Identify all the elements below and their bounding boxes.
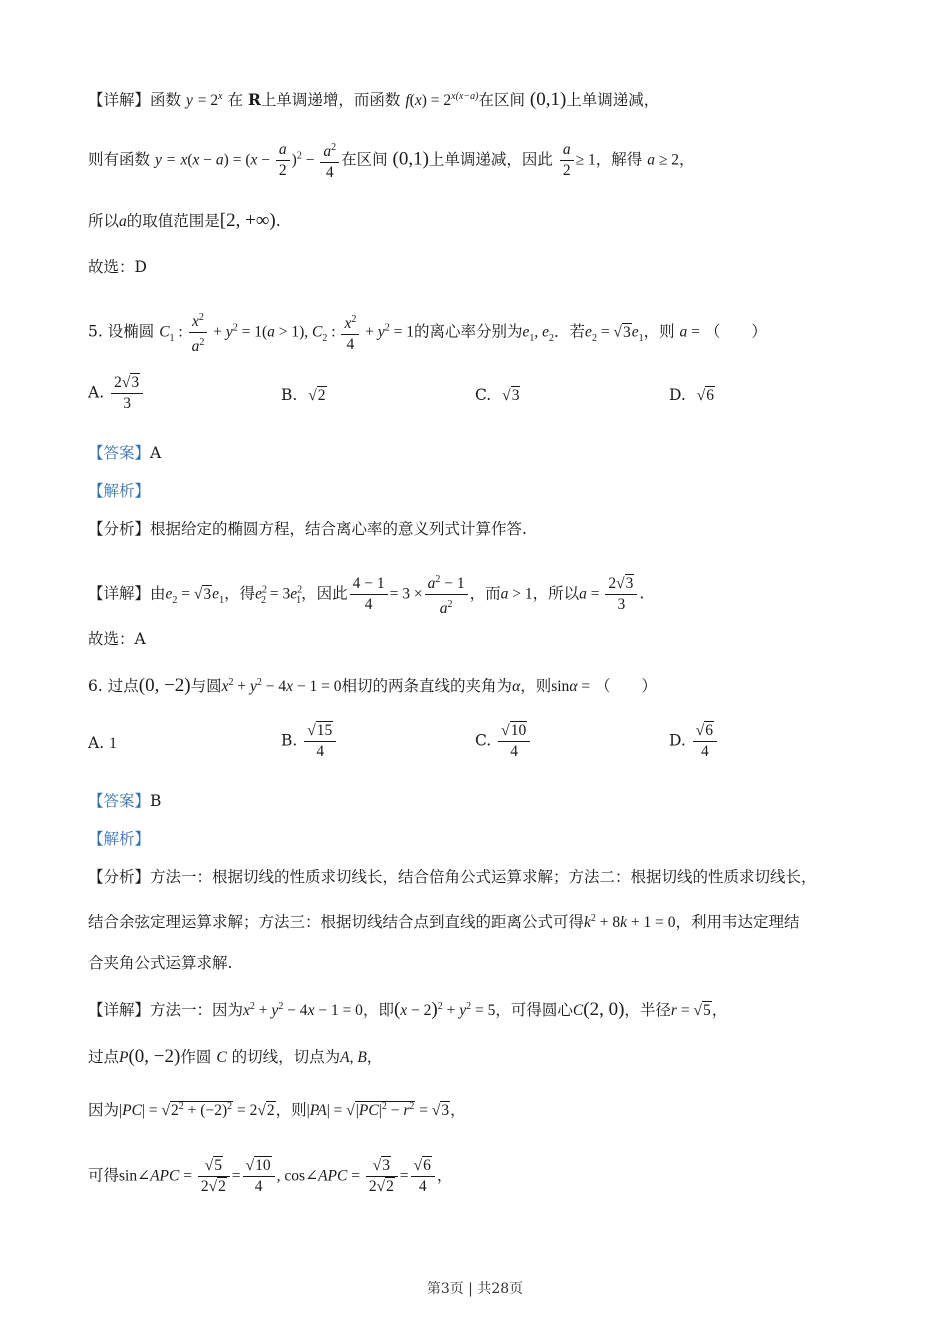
text: ，得	[224, 584, 256, 603]
q5-choose: 故选：A	[88, 630, 146, 648]
q6-stem: 6. 过点(0, −2)与圆$x^2 + y^2 - 4x - 1 = 0$相切的两条直线的夹角为α，则sinα = （ ）	[88, 675, 658, 697]
answer-value: B	[150, 792, 162, 810]
text: 作圆	[180, 1048, 212, 1066]
text: ，解得	[595, 150, 643, 169]
detail-label: 【详解】	[88, 91, 151, 110]
text: ，则	[520, 677, 552, 696]
text: .	[275, 212, 281, 230]
text: ，因此	[301, 584, 348, 603]
question-number: 6.	[88, 677, 103, 696]
text: 的取值范围是	[126, 212, 220, 230]
option-letter: D.	[669, 731, 686, 750]
q6-option-d[interactable]: D. $\frac{√6}{4}$	[669, 721, 719, 762]
answer-label: 【答案】	[88, 444, 151, 462]
text: 过点	[107, 677, 139, 696]
text: ，	[678, 150, 695, 169]
option-letter: A.	[88, 383, 105, 402]
q6-option-b[interactable]: B. $\frac{√15}{4}$	[281, 721, 338, 762]
page-footer: 第3页 | 共28页	[426, 1281, 524, 1297]
q4-detail-line-2: 则有函数 y = x(x − a) = (x − $\frac{a}{2}$ )$^2$ − $\frac{a^2}{4}$ 在区间 (0,1)上单调递减，因此 $\frac{a}{2}$ ≥ 1，解得 a ≥ 2，	[88, 138, 695, 183]
text: ，半径	[624, 1001, 671, 1020]
analysis-text: ，利用韦达定理结	[675, 913, 800, 932]
detail-label: 【详解】	[88, 584, 151, 603]
analysis-text: 方法一：根据切线的性质求切线长，结合倍角公式运算求解；方法二：根据切线的性质求切线长，	[150, 868, 817, 886]
text: 在区间	[341, 150, 388, 169]
text: ，可得圆心	[495, 1001, 573, 1020]
q5-option-c[interactable]: C. √3	[475, 386, 520, 404]
text: ．若	[554, 322, 586, 341]
analysis-text: 根据给定的椭圆方程，结合离心率的意义列式计算作答.	[150, 520, 527, 538]
text: ，	[450, 1101, 466, 1120]
text: 上单调递增，而函数	[260, 91, 401, 110]
q4-choose: 故选：D	[88, 258, 147, 276]
text: 则有函数	[88, 150, 151, 169]
q6-answer	[88, 790, 161, 812]
text: ，则	[275, 1101, 307, 1120]
q5-jiexi: 【解析】	[88, 482, 151, 500]
set-R: R	[248, 90, 261, 110]
analysis-label: 【分析】	[88, 520, 151, 538]
q5-option-a[interactable]: A. $\frac{2√3}{3}$	[88, 373, 145, 414]
q4-detail-line-1: 【详解】函数 $y = 2^x$ 在 R上单调递增，而函数 $f(x) = 2^{x(x-a)}$在区间 (0,1)上单调递减，	[88, 89, 660, 111]
q6-detail-line-2: 过点P(0, −2)作圆 C 的切线，切点为A, B，	[88, 1046, 383, 1067]
answer-value: A	[150, 444, 162, 462]
text: 方法一：因为	[150, 1001, 244, 1020]
q6-option-a[interactable]	[88, 734, 117, 753]
q6-analysis-line-2: 结合余弦定理运算求解；方法三：根据切线结合点到直线的距离公式可得$k^2 + 8k + 1 = 0$，利用韦达定理结	[88, 913, 800, 932]
q6-detail-line-3: 因为$|PC| = √2^2 + (-2)^2 = 2√2$，则$|PA| = √|PC|^2 - r^2 = √3$，	[88, 1101, 466, 1120]
text: 函数	[150, 91, 182, 110]
text: ，所以	[532, 584, 580, 603]
q5-detail: 【详解】由$e_2 = √3e_1$，得$e^2_2 = 3e^2_1$，因此 $\frac{4 - 1}{4}$ = 3 × $\frac{a^2 - 1}{a^2}$ ，而a > 1，所以a = $\frac{2√3}{3}$ .	[88, 570, 644, 619]
text: 过点	[88, 1048, 120, 1066]
text: ，	[436, 1166, 453, 1185]
q6-detail-line-1: 【详解】方法一：因为$x^2 + y^2 - 4x - 1 = 0$，即$(x - 2)^2 + y^2 = 5$，可得圆心C(2, 0)，半径r = √5，	[88, 999, 728, 1021]
option-letter: C.	[475, 731, 492, 750]
q6-detail-line-4: 可得sin∠APC = $\frac{√5}{2√2}$ = $\frac{√10}{4}$ , cos∠APC = $\frac{√3}{2√2}$ = $\frac{√6}{4}$ ，	[88, 1157, 453, 1195]
text: 所以	[88, 212, 120, 230]
question-number: 5.	[88, 322, 103, 341]
text: ，而	[469, 584, 501, 603]
text: 设椭圆	[107, 322, 155, 341]
option-letter: D.	[669, 386, 686, 404]
q5-stem: 5. 设椭圆 $C_1$ : $\frac{x^2}{a^2}$ + $y^2 = 1(a > 1)$, $C_2$ : $\frac{x^2}{4}$ + $y^2 = 1$的离心率分别为$e_1$, $e_2$．若$e_2 = √3e_1$，则 a = （ ）	[88, 308, 767, 357]
text: 可得	[88, 1166, 120, 1185]
text: 的离心率分别为	[413, 322, 523, 341]
text: 在区间	[478, 91, 525, 110]
text: 上单调递减，	[566, 91, 660, 110]
q6-analysis-line-1	[88, 866, 817, 888]
option-letter: B.	[281, 731, 298, 750]
option-letter: C.	[475, 386, 492, 404]
analysis-label: 【分析】	[88, 868, 151, 886]
text: 与圆	[190, 677, 222, 696]
option-letter: B.	[281, 386, 298, 404]
answer-paren: （ ）	[704, 322, 767, 341]
text: ，则	[643, 322, 675, 341]
detail-label: 【详解】	[88, 1001, 151, 1020]
q5-answer	[88, 442, 161, 464]
q5-analysis	[88, 518, 527, 540]
answer-label: 【答案】	[88, 792, 151, 810]
text: ，即	[362, 1001, 394, 1020]
q6-jiexi: 【解析】	[88, 830, 151, 848]
q6-analysis-line-3: 合夹角公式运算求解.	[88, 954, 233, 972]
text: 在	[227, 91, 244, 110]
text: 上单调递减，因此	[428, 150, 553, 169]
text: 的切线，切点为	[231, 1048, 341, 1066]
text: ，	[366, 1048, 383, 1066]
answer-paren: （ ）	[595, 677, 658, 696]
option-value: 1	[109, 735, 117, 752]
text: 由	[150, 584, 166, 603]
analysis-text: 结合余弦定理运算求解；方法三：根据切线结合点到直线的距离公式可得	[88, 913, 585, 932]
text: 相切的两条直线的夹角为	[341, 677, 513, 696]
text: ，	[711, 1001, 728, 1020]
q5-option-d[interactable]: D. √6	[669, 386, 715, 404]
q6-option-c[interactable]: C. $\frac{√10}{4}$	[475, 721, 532, 762]
text: .	[639, 584, 645, 603]
q5-option-b[interactable]: B. √2	[281, 386, 326, 404]
option-letter: A.	[88, 734, 105, 752]
q4-detail-line-3: 所以a的取值范围是[2, +∞).	[88, 210, 281, 231]
text: 因为	[88, 1101, 120, 1120]
